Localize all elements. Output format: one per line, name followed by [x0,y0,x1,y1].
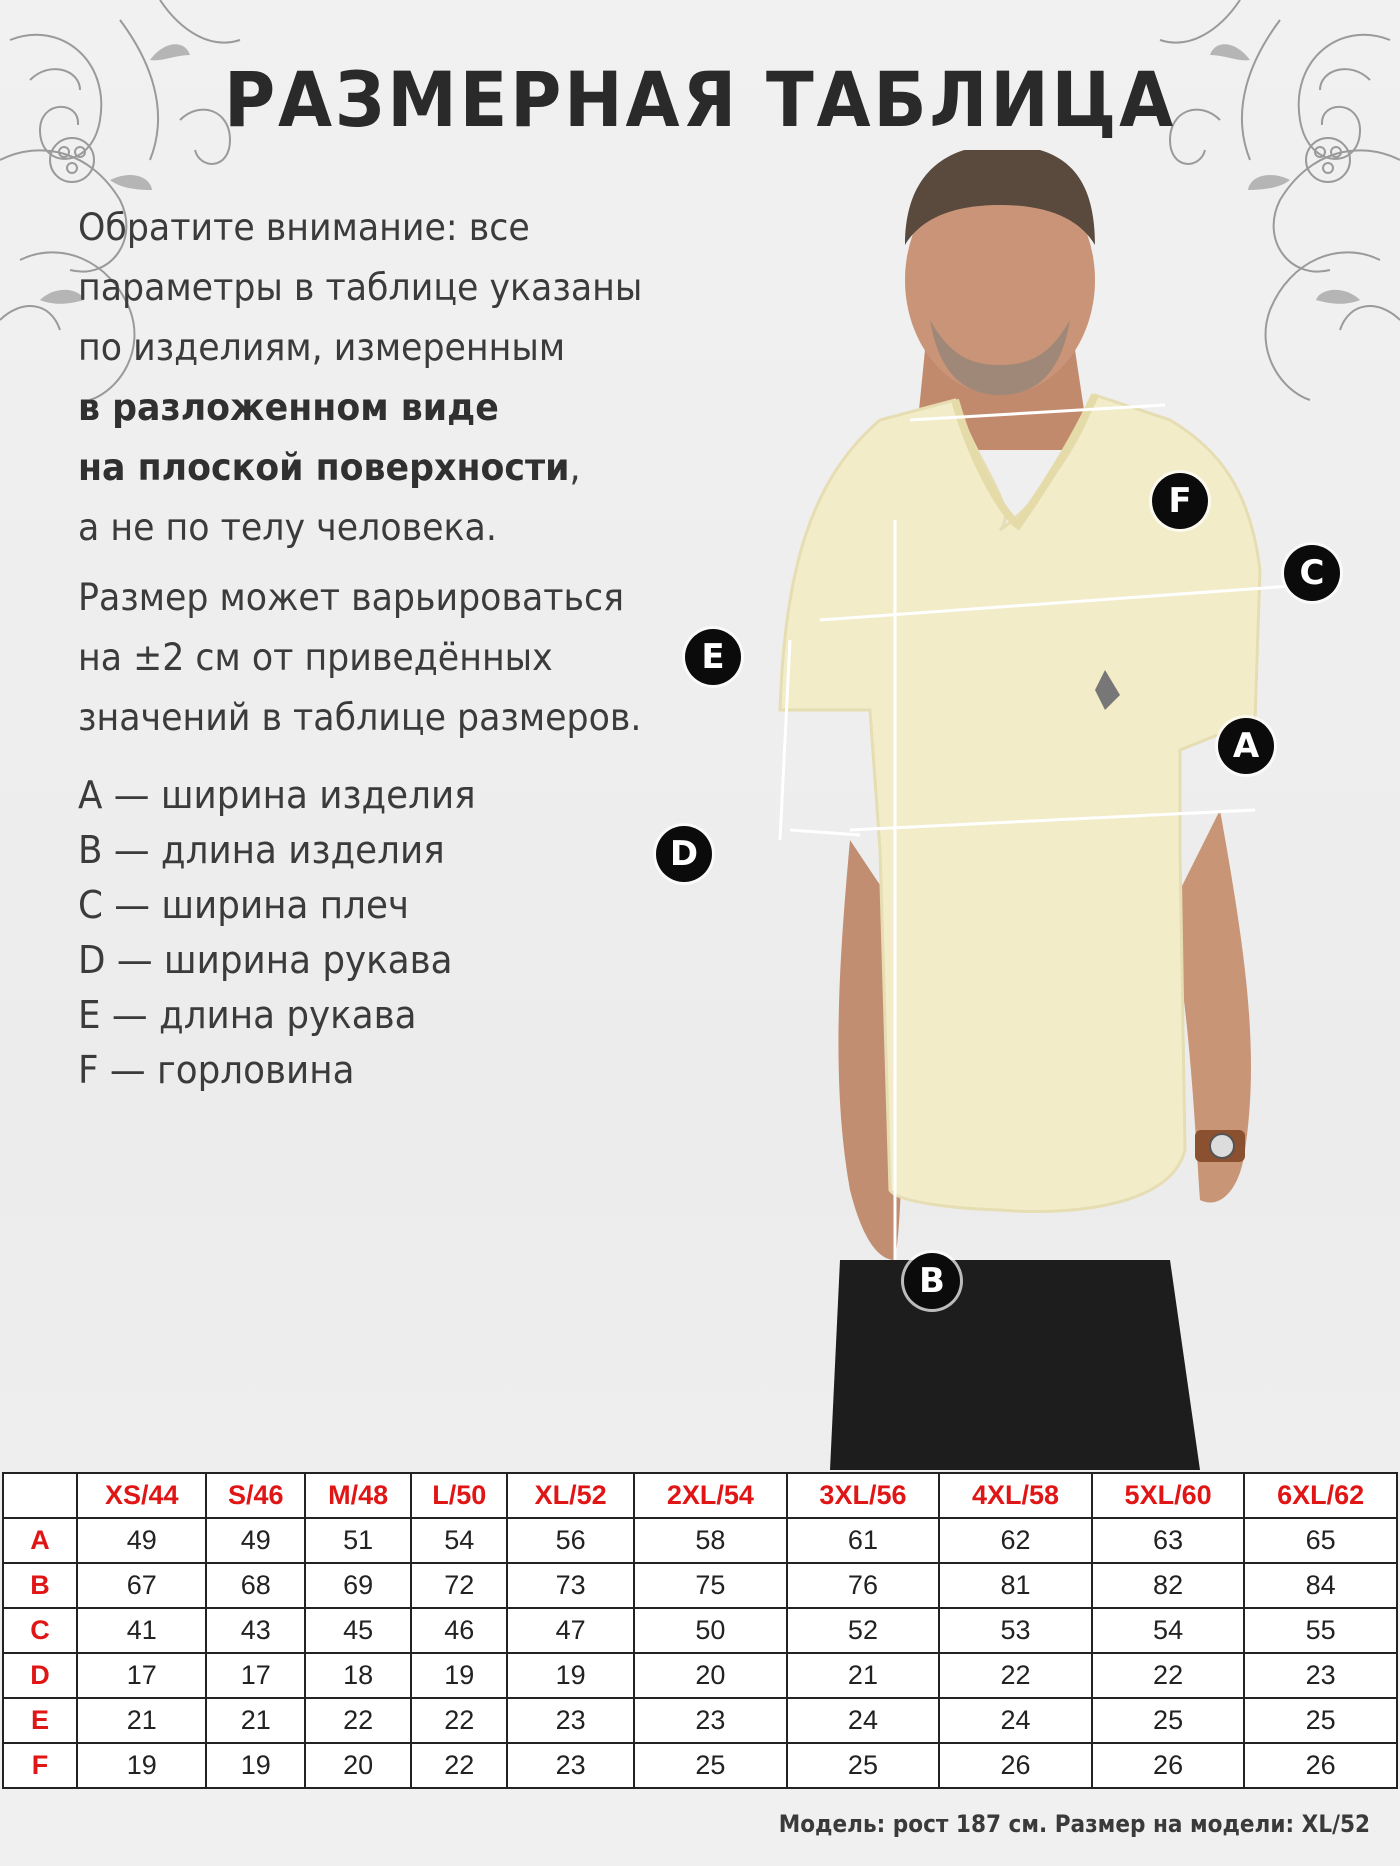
page-title: РАЗМЕРНАЯ ТАБЛИЦА [223,55,1177,144]
size-header: L/50 [411,1473,507,1518]
table-cell: 53 [939,1608,1092,1653]
table-cell: 24 [787,1698,940,1743]
table-cell: 45 [305,1608,411,1653]
size-header: S/46 [206,1473,305,1518]
table-cell: 22 [305,1698,411,1743]
table-cell: 63 [1092,1518,1245,1563]
table-cell: 47 [507,1608,634,1653]
table-cell: 61 [787,1518,940,1563]
table-cell: 24 [939,1698,1092,1743]
note-line: параметры в таблице указаны [78,266,643,309]
table-row [3,1743,1397,1788]
table-cell: 52 [787,1608,940,1653]
size-header: 2XL/54 [634,1473,787,1518]
marker-f: F [1152,473,1208,529]
table-cell: 20 [305,1743,411,1788]
model-photo [700,150,1400,1470]
table-cell: 21 [206,1698,305,1743]
size-header: XL/52 [507,1473,634,1518]
table-cell: 46 [411,1608,507,1653]
table-cell: 19 [507,1653,634,1698]
table-cell: 17 [206,1653,305,1698]
table-row [3,1698,1397,1743]
size-header-row [3,1473,1397,1518]
table-cell: 23 [1244,1653,1397,1698]
black-pants [830,1260,1200,1470]
table-cell: 20 [634,1653,787,1698]
note-line-bold [78,438,717,498]
table-cell: 26 [1092,1743,1245,1788]
table-cell: 67 [77,1563,206,1608]
row-label: C [3,1608,77,1653]
table-cell: 75 [634,1563,787,1608]
tolerance-line: Размер может варьироваться [78,576,625,619]
tolerance-line: на ±2 см от приведённых [78,636,553,679]
row-label: D [3,1653,77,1698]
table-cell: 18 [305,1653,411,1698]
row-label: B [3,1563,77,1608]
legend-item-f: F — горловина [78,1048,355,1092]
table-cell: 43 [206,1608,305,1653]
measurement-legend [78,768,501,1098]
note-line: а не по телу человека. [78,506,497,549]
table-cell: 54 [1092,1608,1245,1653]
table-cell: 25 [787,1743,940,1788]
legend-item-d: D — ширина рукава [78,938,453,982]
table-cell: 73 [507,1563,634,1608]
table-row [3,1563,1397,1608]
table-cell: 65 [1244,1518,1397,1563]
table-cell: 49 [77,1518,206,1563]
table-cell: 23 [634,1698,787,1743]
note-comma: , [569,446,581,489]
table-cell: 62 [939,1518,1092,1563]
table-cell: 49 [206,1518,305,1563]
table-cell: 23 [507,1743,634,1788]
size-header: 3XL/56 [787,1473,940,1518]
marker-a: A [1218,718,1274,774]
row-label: F [3,1743,77,1788]
table-cell: 22 [1092,1653,1245,1698]
table-cell: 50 [634,1608,787,1653]
size-header: XS/44 [77,1473,206,1518]
table-cell: 76 [787,1563,940,1608]
table-cell: 25 [634,1743,787,1788]
row-label: A [3,1518,77,1563]
table-cell: 69 [305,1563,411,1608]
size-header: 4XL/58 [939,1473,1092,1518]
marker-c: C [1284,545,1340,601]
note-line-bold: в разложенном виде [78,386,499,429]
table-row [3,1608,1397,1653]
table-cell: 72 [411,1563,507,1608]
model-size-note: Модель: рост 187 см. Размер на модели: XL/52 [778,1810,1370,1838]
marker-d: D [656,826,712,882]
note-line: по изделиям, измеренным [78,326,566,369]
table-cell: 19 [206,1743,305,1788]
table-cell: 81 [939,1563,1092,1608]
table-cell: 26 [939,1743,1092,1788]
size-header: M/48 [305,1473,411,1518]
table-cell: 25 [1244,1698,1397,1743]
sleeve-line-d [790,830,860,835]
table-cell: 19 [77,1743,206,1788]
table-cell: 22 [411,1698,507,1743]
note-line: Обратите внимание: все [78,206,530,249]
table-corner-cell [3,1473,77,1518]
table-cell: 17 [77,1653,206,1698]
table-cell: 56 [507,1518,634,1563]
legend-item-b: В — длина изделия [78,828,445,872]
table-cell: 84 [1244,1563,1397,1608]
row-label: E [3,1698,77,1743]
table-cell: 22 [939,1653,1092,1698]
table-cell: 21 [77,1698,206,1743]
table-cell: 21 [787,1653,940,1698]
legend-item-a: А — ширина изделия [78,773,476,817]
marker-b: B [904,1253,960,1309]
table-cell: 54 [411,1518,507,1563]
table-cell: 25 [1092,1698,1245,1743]
table-cell: 19 [411,1653,507,1698]
table-cell: 82 [1092,1563,1245,1608]
size-header: 6XL/62 [1244,1473,1397,1518]
table-cell: 23 [507,1698,634,1743]
table-cell: 51 [305,1518,411,1563]
measurement-note [78,198,758,748]
marker-e: E [685,629,741,685]
table-cell: 22 [411,1743,507,1788]
legend-item-e: Е — длина рукава [78,993,417,1037]
table-cell: 26 [1244,1743,1397,1788]
legend-item-c: С — ширина плеч [78,883,410,927]
tolerance-line: значений в таблице размеров. [78,696,642,739]
table-cell: 41 [77,1608,206,1653]
table-cell: 55 [1244,1608,1397,1653]
size-table [2,1472,1398,1789]
note-emphasis: на плоской поверхности [78,446,570,489]
table-cell: 68 [206,1563,305,1608]
table-cell: 58 [634,1518,787,1563]
size-header: 5XL/60 [1092,1473,1245,1518]
table-row [3,1518,1397,1563]
table-row [3,1653,1397,1698]
